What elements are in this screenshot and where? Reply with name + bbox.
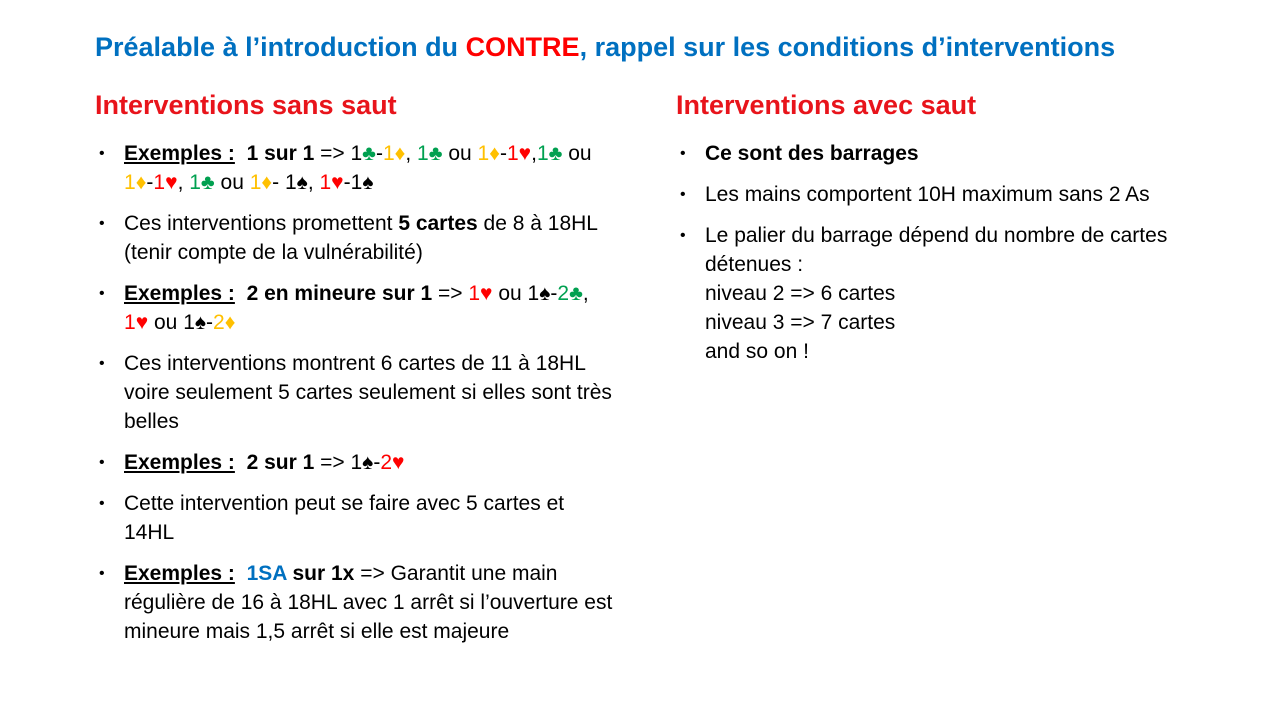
suit-icon: ♦ (224, 311, 236, 334)
right-list (676, 139, 1196, 366)
suit-icon: ♠ (539, 282, 551, 305)
token-text: -1 (343, 171, 363, 194)
token-text: , (177, 171, 190, 194)
right-column (676, 90, 1196, 378)
token-text: Garantit une main régulière de 16 à 18HL avec 1 arrêt si l’ouverture est mineure mais 1,5 arrêt si elle est majeure (124, 562, 613, 643)
token-text: 1 (468, 282, 481, 305)
list-item (676, 180, 1196, 209)
token-text: ou (492, 282, 528, 305)
token-text: , (582, 282, 589, 305)
item-line: niveau 2 => 6 cartes (705, 282, 896, 305)
item-lead: Exemples : (124, 451, 235, 474)
token-text: - 1 (272, 171, 297, 194)
title-part1: Préalable à l’introduction du (95, 32, 466, 62)
item-tokens (350, 451, 404, 474)
item-sub: sur 1x (286, 562, 355, 585)
left-list (95, 139, 615, 646)
title-highlight: CONTRE (465, 32, 580, 62)
token-text: 1 (153, 171, 166, 194)
token-text: 1 (124, 171, 136, 194)
token-text: 1 (249, 171, 262, 194)
item-sa: 1SA (246, 562, 287, 585)
slide-title (95, 32, 1245, 63)
item-arrow: => (354, 562, 391, 585)
token-text: - (373, 451, 381, 474)
bullet-icon: • (99, 285, 105, 302)
title-part2: , rappel sur les conditions d’interventions (579, 32, 1116, 62)
token-text: 1 (506, 142, 519, 165)
suit-icon: ♣ (200, 171, 215, 194)
token-text: ou (214, 171, 250, 194)
token-text: 1 (382, 142, 395, 165)
left-column (95, 90, 615, 658)
suit-icon: ♥ (480, 282, 493, 305)
item-sub: 2 sur 1 (246, 451, 315, 474)
item-lead: Exemples : (124, 562, 235, 585)
suit-icon: ♣ (362, 142, 376, 165)
token-text: 1 (124, 311, 136, 334)
suit-icon: ♥ (392, 451, 405, 474)
list-item (95, 279, 615, 337)
bullet-icon: • (680, 186, 686, 203)
bullet-icon: • (680, 145, 686, 162)
suit-icon: ♠ (296, 171, 308, 194)
suit-icon: ♥ (135, 311, 149, 334)
token-text: 1 (536, 142, 549, 165)
token-text: ou (148, 311, 184, 334)
item-sub: 2 en mineure sur 1 (246, 282, 433, 305)
item-sub: 1 sur 1 (246, 142, 315, 165)
item-arrow: => (314, 451, 351, 474)
list-item (95, 448, 615, 477)
suit-icon: ♠ (362, 451, 374, 474)
suit-icon: ♣ (548, 142, 563, 165)
suit-icon: ♣ (569, 282, 583, 305)
list-item (95, 139, 615, 197)
suit-icon: ♠ (194, 311, 207, 334)
item-pre: Ces interventions montrent 6 cartes de 11 à 18HL voire seulement 5 cartes seulement si elles sont très belles (124, 352, 612, 433)
bullet-icon: • (99, 355, 105, 372)
token-text: 1 (477, 142, 490, 165)
item-line: and so on ! (705, 340, 809, 363)
token-text: , (531, 142, 537, 165)
bullet-icon: • (99, 454, 105, 471)
token-text: 1 (527, 282, 540, 305)
item-lead: Exemples : (124, 282, 235, 305)
item-arrow: => (314, 142, 351, 165)
list-item (95, 559, 615, 646)
bullet-icon: • (99, 145, 105, 162)
list-item (676, 139, 1196, 168)
list-item (95, 349, 615, 436)
token-text: - (499, 142, 507, 165)
item-pre: Les mains comportent 10H maximum sans 2 As (705, 183, 1150, 206)
suit-icon: ♦ (394, 142, 406, 165)
token-text: 1 (350, 451, 363, 474)
suit-icon: ♦ (489, 142, 500, 165)
token-text: 1 (189, 171, 201, 194)
left-heading: Interventions sans saut (95, 90, 397, 120)
token-text: ou (442, 142, 478, 165)
item-pre: Le palier du barrage dépend du nombre de cartes détenues : (705, 224, 1168, 276)
bullet-icon: • (99, 565, 105, 582)
token-text: 2 (213, 311, 225, 334)
bullet-icon: • (99, 215, 105, 232)
bullet-icon: • (99, 495, 105, 512)
token-text: - (146, 171, 154, 194)
item-line: niveau 3 => 7 cartes (705, 311, 896, 334)
item-bold: Ce sont des barrages (705, 142, 919, 165)
token-text: - (550, 282, 558, 305)
token-text: 2 (380, 451, 393, 474)
suit-icon: ♥ (165, 171, 178, 194)
suit-icon: ♥ (331, 171, 344, 194)
token-text: , (405, 142, 418, 165)
token-text: 1 (319, 171, 332, 194)
item-pre: Ces interventions promettent (124, 212, 399, 235)
token-text: - (375, 142, 383, 165)
token-text: , (307, 171, 320, 194)
item-lead: Exemples : (124, 142, 235, 165)
token-text: 1 (183, 311, 195, 334)
token-text: 1 (350, 142, 363, 165)
item-pre: Cette intervention peut se faire avec 5 cartes et 14HL (124, 492, 565, 544)
suit-icon: ♥ (518, 142, 532, 165)
item-bold: 5 cartes (398, 212, 478, 235)
suit-icon: ♣ (428, 142, 443, 165)
token-text: - (206, 311, 214, 334)
suit-icon: ♦ (135, 171, 147, 194)
list-item (95, 489, 615, 547)
item-post: de 8 à 18HL (tenir compte de la vulnérabilité) (124, 212, 598, 264)
right-heading: Interventions avec saut (676, 90, 977, 120)
token-text: 1 (417, 142, 429, 165)
suit-icon: ♦ (261, 171, 273, 194)
suit-icon: ♠ (362, 171, 374, 194)
item-arrow: => (432, 282, 469, 305)
list-item (95, 209, 615, 267)
token-text: ou (562, 142, 592, 165)
bullet-icon: • (680, 227, 686, 244)
token-text: 2 (557, 282, 570, 305)
list-item (676, 221, 1196, 366)
